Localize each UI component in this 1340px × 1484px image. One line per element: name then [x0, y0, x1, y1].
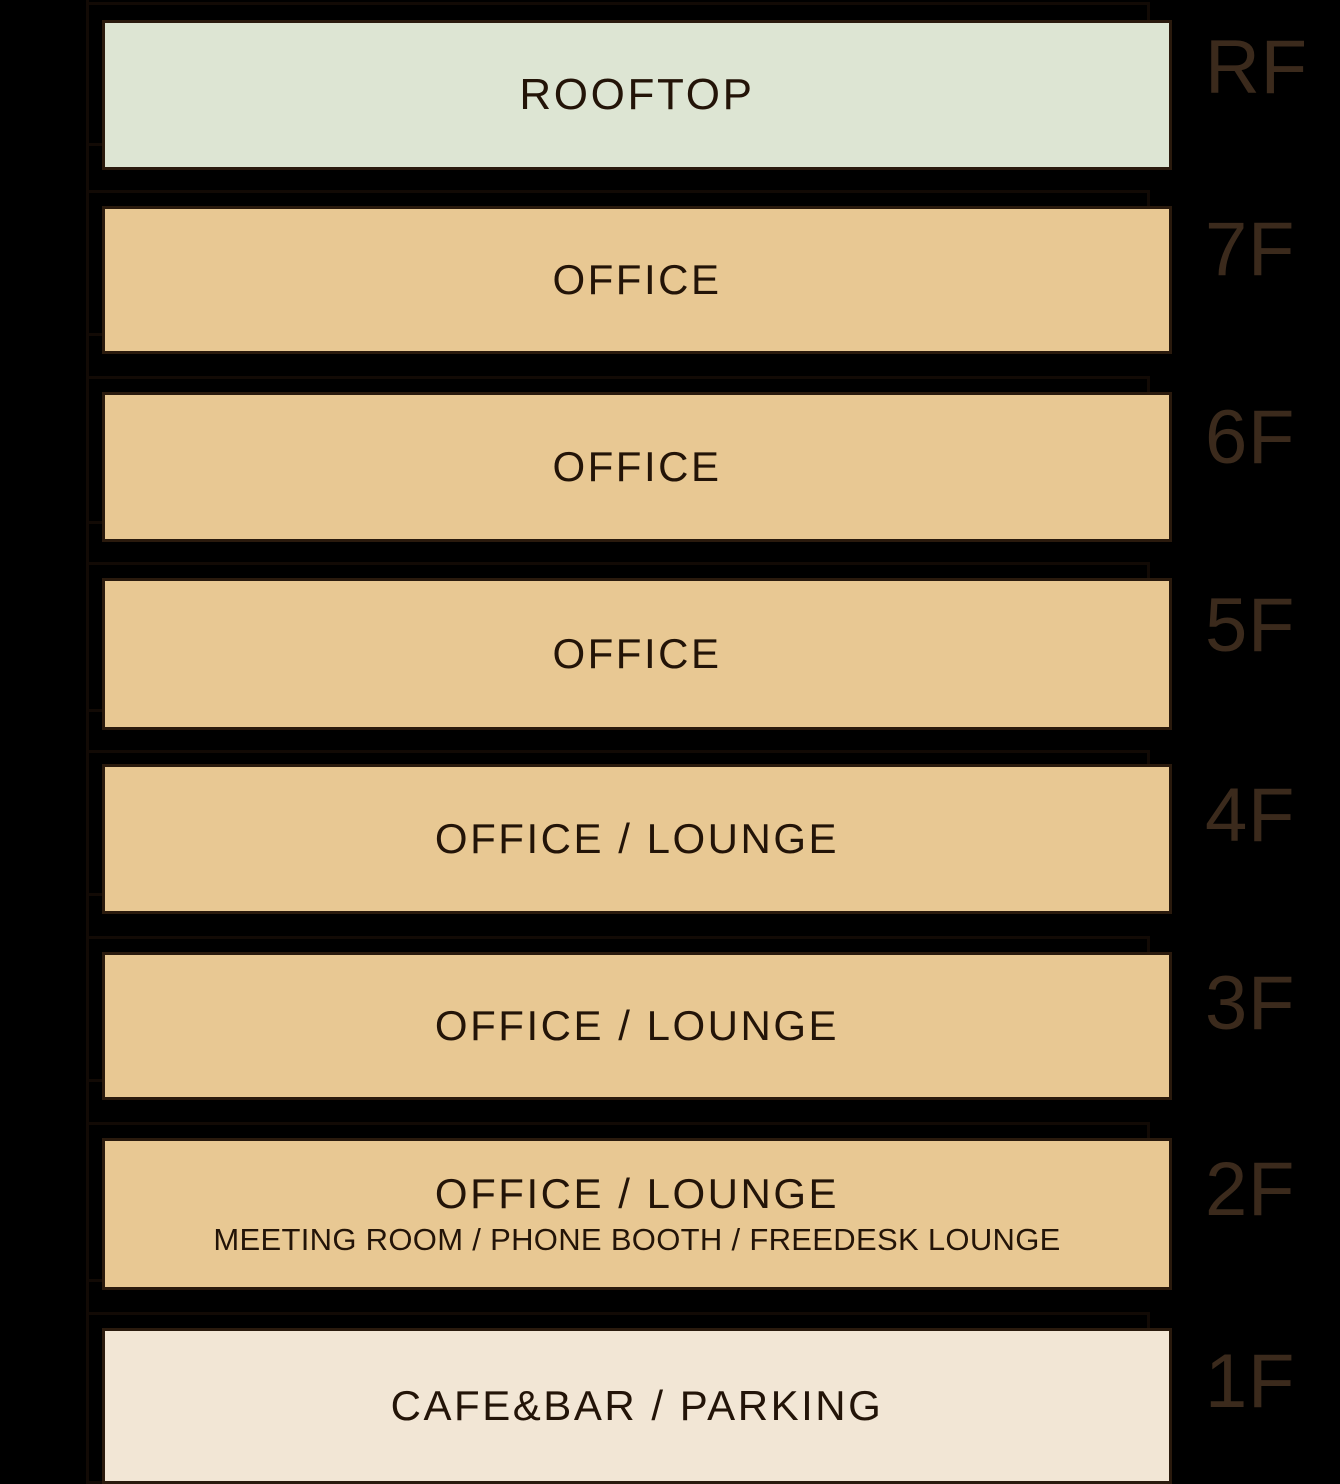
floor-use-label: OFFICE / LOUNGE — [434, 815, 840, 862]
floor-slab — [102, 764, 1172, 914]
floor-use-label: OFFICE — [552, 256, 722, 303]
floor-slab — [102, 20, 1172, 170]
floor-number-label: 2F — [1205, 1147, 1296, 1232]
floor-use-label: OFFICE / LOUNGE — [434, 1170, 840, 1217]
floor-slab — [102, 392, 1172, 542]
floor-number-label: RF — [1205, 25, 1308, 110]
floor-slab — [102, 1138, 1172, 1290]
floor-use-label: CAFE&BAR / PARKING — [390, 1382, 884, 1429]
floor-number-label: 3F — [1205, 961, 1296, 1046]
floor-use-label: ROOFTOP — [519, 70, 755, 119]
floor-number-label: 7F — [1205, 207, 1296, 292]
floor-number-label: 5F — [1205, 583, 1296, 668]
floor-number-label: 6F — [1205, 395, 1296, 480]
floor-use-label: OFFICE — [552, 630, 722, 677]
floor-number-label: 1F — [1205, 1339, 1296, 1424]
floor-slab — [102, 1328, 1172, 1484]
floor-use-sublabel: MEETING ROOM / PHONE BOOTH / FREEDESK LOUNGE — [213, 1222, 1061, 1257]
floor-slab — [102, 206, 1172, 354]
floor-use-label: OFFICE — [552, 443, 722, 490]
floor-number-label: 4F — [1205, 773, 1296, 858]
floor-use-label: OFFICE / LOUNGE — [434, 1002, 840, 1049]
floor-slab — [102, 952, 1172, 1100]
floor-slab — [102, 578, 1172, 730]
